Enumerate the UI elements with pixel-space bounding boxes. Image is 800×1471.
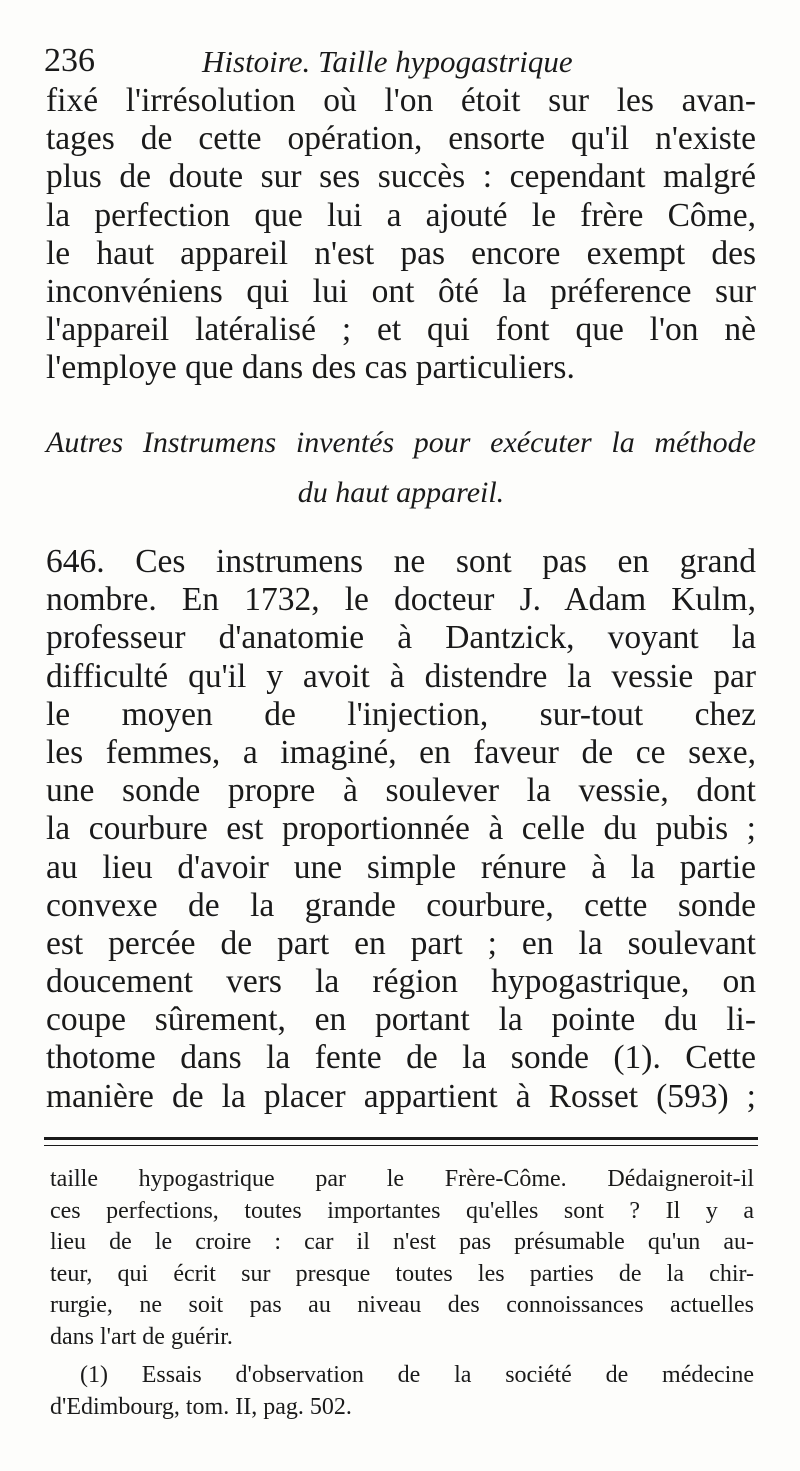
text-line: la courbure est proportionnée à celle du pubis ;	[46, 810, 756, 848]
text-line: une sonde propre à soulever la vessie, dont	[46, 772, 756, 810]
footnote-rule-thin	[44, 1145, 758, 1146]
text-line: manière de la placer appartient à Rosset (593) ;	[46, 1077, 756, 1115]
text-line: la perfection que lui a ajouté le frère Côme,	[46, 196, 756, 234]
text-line: coupe sûrement, en portant la pointe du li-	[46, 1001, 756, 1039]
text-line: doucement vers la région hypogastrique, on	[46, 963, 756, 1001]
footnote-line: taille hypogastrique par le Frère-Côme. Dédaigneroit-il	[50, 1166, 754, 1192]
text-line: les femmes, a imaginé, en faveur de ce sexe,	[46, 733, 756, 771]
paragraph-646	[46, 543, 756, 1116]
page-header	[44, 42, 754, 86]
footnote-rule	[44, 1137, 758, 1140]
section-title	[46, 418, 756, 518]
text-line: au lieu d'avoir une simple rénure à la partie	[46, 848, 756, 886]
footnote-line: (1) Essais d'observation de la société de médecine	[80, 1362, 754, 1388]
footnote-line: teur, qui écrit sur presque toutes les parties de la chir-	[50, 1260, 754, 1287]
footnote-line: ces perfections, toutes importantes qu'elles sont ? Il y a	[50, 1197, 754, 1224]
text-line: le haut appareil n'est pas encore exempt des	[46, 234, 756, 272]
running-head: Histoire. Taille hypogastrique	[202, 44, 573, 79]
text-line: professeur d'anatomie à Dantzick, voyant la	[46, 619, 756, 657]
section-title-line-2: du haut appareil.	[297, 476, 505, 509]
footnote-1	[50, 1360, 754, 1423]
footnote-line: lieu de le croire : car il n'est pas présumable qu'un au-	[50, 1229, 754, 1255]
text-line: nombre. En 1732, le docteur J. Adam Kulm,	[46, 581, 756, 619]
page-number: 236	[44, 42, 95, 79]
text-line: inconvéniens qui lui ont ôté la préference sur	[46, 272, 756, 310]
section-title-line-1: Autres Instrumens inventés pour exécuter la méthode	[46, 426, 756, 459]
text-line: difficulté qu'il y avoit à distendre la vessie par	[46, 657, 756, 695]
text-line: thotome dans la fente de la sonde (1). Cette	[46, 1039, 756, 1077]
text-line: l'employe que dans des cas particuliers.	[46, 349, 575, 387]
text-line: est percée de part en part ; en la soulevant	[46, 924, 756, 962]
text-line: 646. Ces instrumens ne sont pas en grand	[46, 543, 756, 580]
footnote-line: dans l'art de guérir.	[50, 1323, 233, 1350]
text-line: convexe de la grande courbure, cette sonde	[46, 886, 756, 924]
text-line: le moyen de l'injection, sur-tout chez	[46, 695, 756, 733]
text-line: fixé l'irrésolution où l'on étoit sur les avan-	[46, 82, 756, 119]
paragraph-continued	[46, 82, 756, 388]
text-line: tages de cette opération, ensorte qu'il n'existe	[46, 120, 756, 158]
footnote-line: rurgie, ne soit pas au niveau des connoissances actuelles	[50, 1292, 754, 1318]
text-line: l'appareil latéralisé ; et qui font que l'on nè	[46, 311, 756, 349]
text-line: plus de doute sur ses succès : cependant malgré	[46, 158, 756, 196]
footnote-line: d'Edimbourg, tom. II, pag. 502.	[50, 1393, 352, 1420]
footnote-continued	[50, 1164, 754, 1353]
